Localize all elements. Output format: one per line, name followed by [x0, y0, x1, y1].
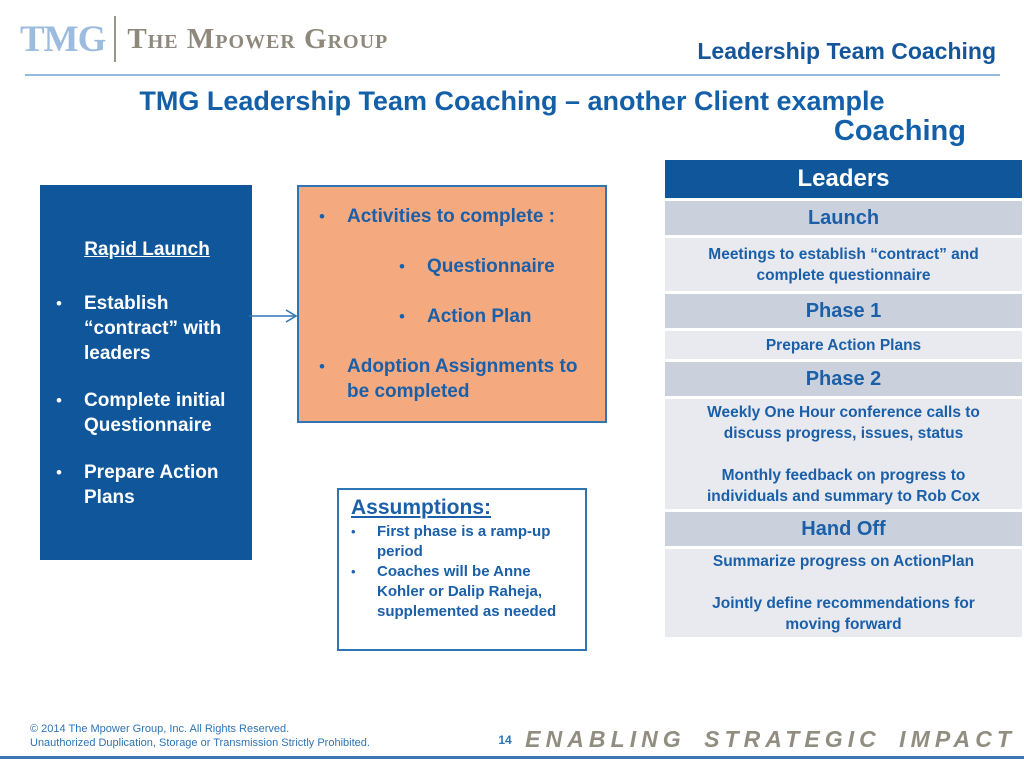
table-cell-text: Prepare Action Plans	[765, 336, 922, 354]
bullet-label: Prepare Action Plans	[84, 462, 219, 508]
bullet-icon: •	[399, 307, 405, 326]
table-cell-text: Jointly define recommendations for moving forward	[712, 595, 975, 633]
logo-divider	[114, 16, 116, 62]
header-rule	[25, 74, 1000, 76]
list-item	[319, 204, 587, 229]
table-row-phase-1: Phase 1	[665, 294, 1022, 328]
table-row-content	[665, 399, 1022, 509]
table-cell-text: Weekly One Hour conference calls to discuss progress, issues, status	[707, 403, 980, 442]
list-item	[56, 291, 238, 366]
bullet-icon: •	[319, 357, 325, 376]
footer-copyright	[30, 722, 370, 750]
bullet-icon: •	[351, 524, 356, 539]
bullet-icon: •	[56, 463, 62, 482]
bullet-icon: •	[56, 294, 62, 313]
page-number: 14	[498, 733, 512, 747]
footer-tagline: ENABLING STRATEGIC IMPACT	[525, 726, 1016, 752]
bullet-label: Establish “contract” with leaders	[84, 293, 222, 364]
bullet-label: Activities to complete :	[347, 206, 555, 227]
tmg-logo	[20, 16, 388, 62]
table-row-content	[665, 238, 1022, 291]
header-section-title: Leadership Team Coaching	[697, 38, 996, 64]
table-row-content	[665, 331, 1022, 359]
bullet-label: First phase is a ramp-up period	[377, 523, 551, 560]
bullet-label: Complete initial Questionnaire	[84, 390, 226, 436]
assumptions-title: Assumptions:	[351, 496, 492, 519]
bullet-label: Coaches will be Anne Kohler or Dalip Raheja, supplemented as needed	[377, 563, 557, 620]
list-item	[351, 562, 575, 622]
rapid-launch-box	[40, 185, 252, 560]
slide-title-line1: TMG Leadership Team Coaching – another Client example	[139, 86, 885, 116]
table-row-phase-handoff: Hand Off	[665, 512, 1022, 546]
table-cell-text: Meetings to establish “contract” and complete questionnaire	[708, 245, 979, 284]
bullet-icon: •	[351, 564, 356, 579]
logo-company-name: The Mpower Group	[127, 22, 389, 55]
copyright-line1: © 2014 The Mpower Group, Inc. All Rights Reserved.	[30, 723, 290, 735]
assumptions-box	[337, 488, 587, 651]
bottom-rule	[0, 756, 1024, 759]
table-row-phase-launch: Launch	[665, 201, 1022, 235]
bullet-icon: •	[56, 391, 62, 410]
activities-box	[297, 185, 607, 423]
table-row-content	[665, 549, 1022, 637]
table-cell-text: Monthly feedback on progress to individuals and summary to Rob Cox	[706, 466, 980, 505]
list-item	[56, 460, 238, 510]
bullet-label: Adoption Assignments to be completed	[347, 356, 578, 402]
logo-abbreviation: TMG	[20, 18, 106, 60]
leaders-table	[665, 160, 1022, 640]
list-item	[399, 304, 587, 329]
bullet-label: Questionnaire	[427, 256, 555, 277]
table-cell-text: Summarize progress on ActionPlan	[712, 553, 975, 570]
bullet-label: Action Plan	[427, 306, 532, 327]
table-row-phase-2: Phase 2	[665, 362, 1022, 396]
list-item	[319, 354, 587, 404]
bullet-icon: •	[319, 207, 325, 226]
table-header-leaders: Leaders	[665, 160, 1022, 198]
copyright-line2: Unauthorized Duplication, Storage or Transmission Strictly Prohibited.	[30, 737, 370, 749]
rapid-launch-title: Rapid Launch	[84, 239, 210, 260]
list-item	[351, 522, 575, 562]
bullet-icon: •	[399, 257, 405, 276]
slide-title-line2: Coaching	[833, 115, 966, 147]
right-arrow-connector	[249, 307, 301, 325]
list-item	[56, 388, 238, 438]
list-item	[399, 254, 587, 279]
